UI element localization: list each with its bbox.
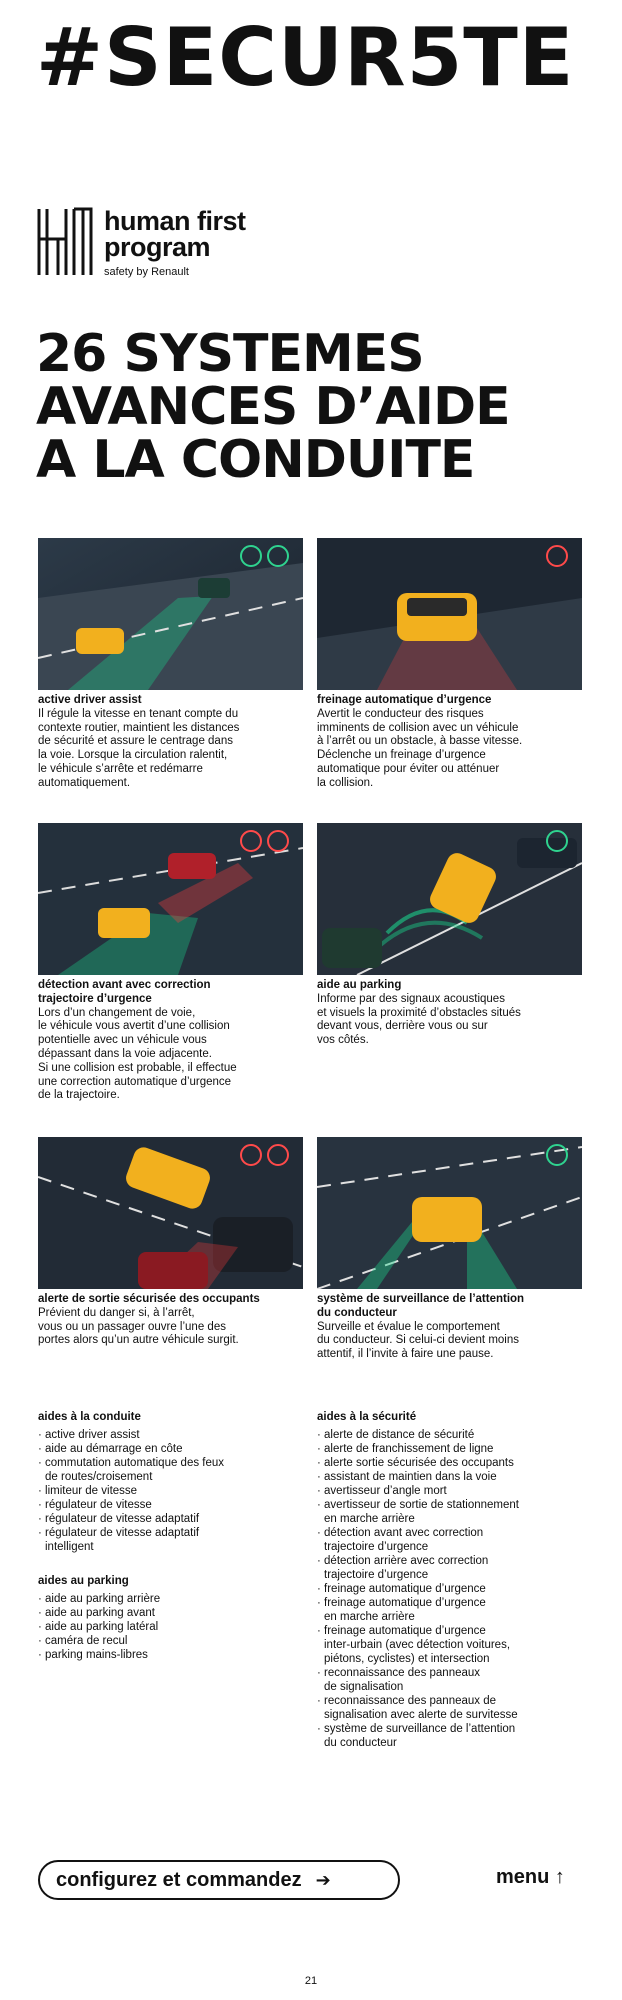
- feature-body-line: le véhicule vous avertit d’une collision: [38, 1020, 230, 1033]
- feature-active-driver-assist: [38, 538, 303, 791]
- feature-title: [38, 1293, 303, 1307]
- feature-description: [317, 993, 582, 1048]
- feature-body-line: attentif, il l’invite à faire une pause.: [317, 1348, 494, 1361]
- feature-description: [38, 1007, 303, 1104]
- feature-detection-avant: [38, 823, 303, 1103]
- list-item: · reconnaissance des panneaux de signalisation avec alerte de survitesse: [317, 1695, 518, 1722]
- list-item: · régulateur de vitesse adaptatif intelligent: [38, 1527, 200, 1554]
- list-title: aides à la sécurité: [317, 1411, 417, 1423]
- feature-body-line: le véhicule s’arrête et redémarre: [38, 762, 203, 775]
- feature-alerte-sortie: [38, 1137, 303, 1348]
- list-item: · détection avant avec correction trajectoire d’urgence: [317, 1527, 484, 1554]
- list-item: · freinage automatique d’urgence: [317, 1583, 486, 1596]
- brand-line-2: program: [104, 231, 211, 262]
- feature-body-line: Surveille et évalue le comportement: [317, 1320, 500, 1333]
- list-item: · commutation automatique des feux de routes/croisement: [38, 1457, 225, 1484]
- feature-description: [38, 708, 303, 791]
- feature-body-line: la voie. Lorsque la circulation ralentit,: [38, 749, 228, 762]
- list-aides-conduite: [38, 1410, 224, 1662]
- page-number: 21: [304, 1975, 318, 1987]
- feature-title: [38, 694, 303, 708]
- list-item: · limiteur de vitesse: [38, 1485, 138, 1498]
- feature-body-line: Il régule la vitesse en tenant compte du: [38, 707, 239, 720]
- list-item: · active driver assist: [38, 1429, 140, 1442]
- list-item: · système de surveillance de l’attention du conducteur: [317, 1723, 516, 1750]
- brand-line-1: human first: [104, 206, 246, 236]
- feature-body-line: dépassant dans la voie adjacente.: [38, 1047, 212, 1060]
- list-title: aides à la conduite: [38, 1411, 141, 1423]
- feature-freinage-automatique: [317, 538, 582, 791]
- list-item: · reconnaissance des panneaux de signalisation: [317, 1667, 481, 1694]
- feature-body-line: une correction automatique d’urgence: [38, 1075, 232, 1088]
- feature-body-line: Si une collision est probable, il effectue: [38, 1061, 237, 1074]
- cta-label: configurez et commandez: [56, 1868, 302, 1891]
- feature-body-line: imminents de collision avec un véhicule: [317, 721, 519, 734]
- feature-body-line: automatiquement.: [38, 776, 131, 789]
- list-item: · alerte de franchissement de ligne: [317, 1443, 494, 1456]
- feature-surveillance-attention: [317, 1137, 582, 1362]
- feature-body-line: portes alors qu’un autre véhicule surgit.: [38, 1334, 239, 1347]
- list-item: · avertisseur d’angle mort: [317, 1485, 447, 1498]
- feature-body-line: vous ou un passager ouvre l’une des: [38, 1320, 226, 1333]
- headline-line: AVANCES D’AIDE: [36, 377, 510, 438]
- headline-line: A LA CONDUITE: [36, 430, 475, 491]
- feature-title-line: détection avant avec correction: [38, 979, 211, 991]
- feature-body-line: Lors d’un changement de voie,: [38, 1006, 196, 1019]
- page-headline: [36, 324, 510, 491]
- h1-logo-icon: [36, 205, 94, 279]
- list-item: · freinage automatique d’urgence inter-urbain (avec détection voitures, piétons, cyclistes) et intersection: [317, 1625, 511, 1666]
- configure-order-button[interactable]: [38, 1860, 400, 1900]
- feature-body-line: Avertit le conducteur des risques: [317, 707, 484, 720]
- feature-body-line: devant vous, derrière vous ou sur: [317, 1020, 488, 1033]
- feature-body-line: Prévient du danger si, à l’arrêt,: [38, 1306, 195, 1319]
- feature-body-line: automatique pour éviter ou atténuer: [317, 762, 500, 775]
- list-item: · aide au parking arrière: [38, 1593, 161, 1606]
- feature-title: [317, 694, 582, 708]
- menu-button[interactable]: [496, 1866, 565, 1889]
- human-first-program-logo: [36, 205, 246, 279]
- feature-photo: [38, 1137, 303, 1289]
- feature-title-line: aide au parking: [317, 979, 402, 991]
- list-item: · parking mains-libres: [38, 1649, 148, 1662]
- feature-body-line: Informe par des signaux acoustiques: [317, 992, 505, 1005]
- list-item: · freinage automatique d’urgence en marche arrière: [317, 1597, 486, 1624]
- list-item: · aide au parking avant: [38, 1607, 155, 1620]
- feature-body-line: de sécurité et assure le centrage dans: [38, 735, 233, 748]
- arrow-up-icon: ↑: [554, 1866, 565, 1888]
- list-title: aides au parking: [38, 1575, 129, 1588]
- feature-title-line: système de surveillance de l’attention: [317, 1293, 525, 1305]
- feature-body-line: Déclenche un freinage d’urgence: [317, 749, 486, 762]
- feature-photo: [38, 538, 303, 690]
- feature-description: [317, 708, 582, 791]
- feature-description: [38, 1307, 303, 1348]
- list-item: · caméra de recul: [38, 1635, 128, 1648]
- feature-aide-au-parking: [317, 823, 582, 1048]
- brand-subtitle: safety by Renault: [104, 266, 189, 279]
- list-item: · aide au parking latéral: [38, 1621, 159, 1634]
- feature-body-line: à l’arrêt ou un obstacle, à basse vitesse.: [317, 735, 523, 748]
- feature-description: [317, 1321, 582, 1362]
- feature-title-line: freinage automatique d’urgence: [317, 694, 492, 706]
- list-aides-securite: [317, 1410, 519, 1750]
- feature-title: [38, 979, 303, 1007]
- headline-line: 26 SYSTEMES: [36, 324, 424, 384]
- feature-photo: [317, 823, 582, 975]
- list-item: · aide au démarrage en côte: [38, 1443, 183, 1456]
- feature-photo: [317, 538, 582, 690]
- feature-title-line: active driver assist: [38, 694, 142, 706]
- feature-body-line: contexte routier, maintient les distances: [38, 721, 240, 734]
- feature-title: [317, 979, 582, 993]
- arrow-right-icon: ➔: [315, 1869, 331, 1890]
- feature-body-line: potentielle avec un véhicule vous: [38, 1034, 207, 1047]
- list-item: · régulateur de vitesse: [38, 1499, 152, 1512]
- feature-body-line: et visuels la proximité d’obstacles situés: [317, 1006, 521, 1019]
- list-item: · assistant de maintien dans la voie: [317, 1471, 497, 1484]
- menu-label: menu: [496, 1866, 550, 1888]
- feature-body-line: la collision.: [317, 776, 374, 789]
- feature-body-line: vos côtés.: [317, 1034, 369, 1047]
- feature-photo: [317, 1137, 582, 1289]
- feature-title-line: alerte de sortie sécurisée des occupants: [38, 1293, 260, 1305]
- feature-photo: [38, 823, 303, 975]
- list-item: · alerte de distance de sécurité: [317, 1429, 475, 1442]
- list-item: · détection arrière avec correction trajectoire d’urgence: [317, 1555, 489, 1582]
- list-item: · avertisseur de sortie de stationnement en marche arrière: [317, 1499, 519, 1526]
- feature-body-line: de la trajectoire.: [38, 1089, 120, 1102]
- feature-title: [317, 1293, 582, 1321]
- list-item: · régulateur de vitesse adaptatif: [38, 1513, 200, 1526]
- hashtag-title: #SECUR5TE: [36, 11, 575, 104]
- feature-title-line: trajectoire d’urgence: [38, 992, 152, 1005]
- list-item: · alerte sortie sécurisée des occupants: [317, 1457, 514, 1470]
- feature-body-line: du conducteur. Si celui-ci devient moins: [317, 1334, 519, 1347]
- feature-title-line: du conducteur: [317, 1306, 397, 1319]
